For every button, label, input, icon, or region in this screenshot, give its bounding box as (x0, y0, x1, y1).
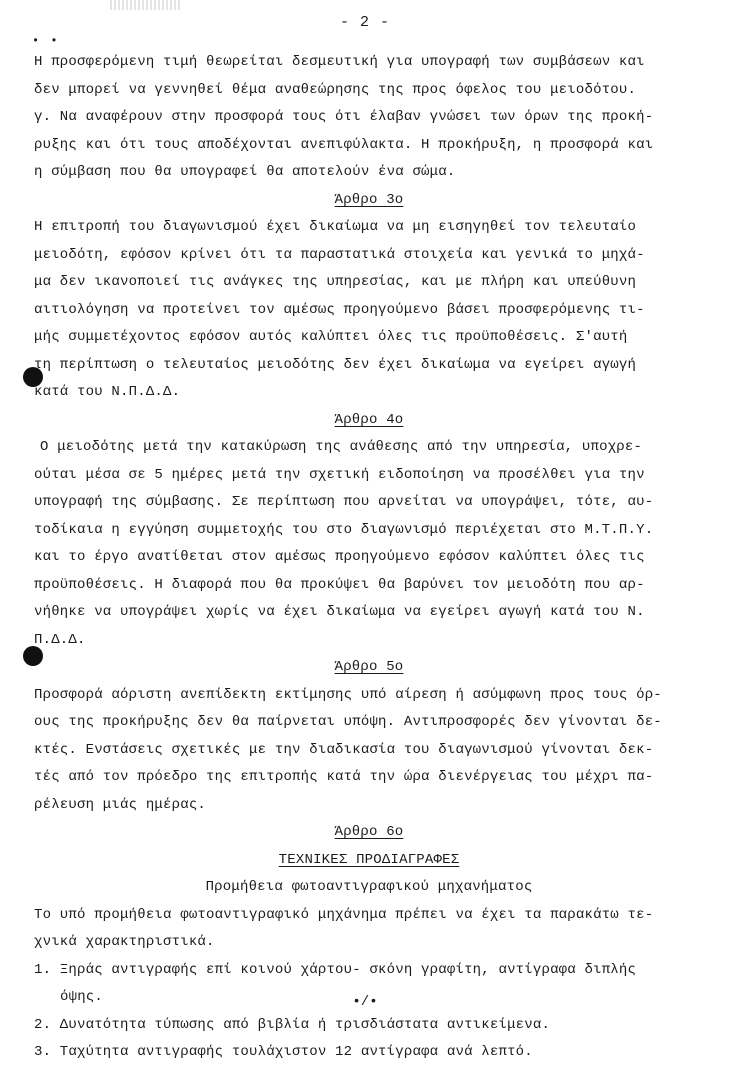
text-line: τοδίκαια η εγγύηση συμμετοχής του στο διαγωνισμό περιέχεται στο Μ.Τ.Π.Υ. (34, 521, 654, 538)
text-line: Προσφορά αόριστη ανεπίδεκτη εκτίμησης υπό αίρεση ή ασύμφωνη προς τους όρ- (34, 686, 662, 703)
text-line: μειοδότη, εφόσον κρίνει ότι τα παραστατικά στοιχεία και γενικά το μηχά- (34, 246, 645, 263)
text-line: χνικά χαρακτηριστικά. (34, 934, 215, 950)
text-line: Π.Δ.Δ. (34, 631, 86, 648)
list-item-line: όψης. (60, 989, 104, 1005)
text-line: δεν μπορεί να γεννηθεί θέμα αναθεώρησης της προς όφελος του μειοδότου. (34, 81, 637, 98)
text-line: νήθηκε να υπογράψει χωρίς να έχει δικαίωμα να εγείρει αγωγή κατά του Ν. (34, 604, 645, 620)
text-line: Η επιτροπή του διαγωνισμού έχει δικαίωμα να μη εισηγηθεί τον τελευταίο (34, 219, 637, 235)
text-line: τές από τον πρόεδρο της επιτροπής κατά την ώρα διενέργειας του μέχρι πα- (34, 769, 654, 785)
text-line: ρέλευση μιάς ημέρας. (34, 796, 207, 813)
text-line: προϋποθέσεις. Η διαφορά που θα προκύψει θα βαρύνει τον μειοδότη που αρ- (34, 576, 645, 593)
list-item-line: 3. Ταχύτητα αντιγραφής τουλάχιστον 12 αντίγραφα ανά λεπτό. (34, 1044, 533, 1060)
text-line: τη περίπτωση ο τελευταίος μειοδότης δεν έχει δικαίωμα να εγείρει αγωγή (34, 356, 637, 373)
article-heading: Άρθρο 4ο (334, 411, 404, 428)
text-line: γ. Να αναφέρουν στην προσφορά τους ότι έλαβαν γνώσει των όρων της προκή- (34, 109, 654, 125)
text-line: υπογραφή της σύμβασης. Σε περίπτωση που αρνείται να υπογράψει, τότε, αυ- (34, 494, 654, 510)
section-subtitle: Προμήθεια φωτοαντιγραφικού μηχανήματος (205, 879, 533, 895)
text-line: ούται μέσα σε 5 ημέρες μετά την σχετική ειδοποίηση να προσέλθει για την (34, 466, 645, 483)
text-line: κατά του Ν.Π.Δ.Δ. (34, 384, 181, 400)
article-heading: Άρθρο 3ο (334, 191, 404, 208)
article-heading: Άρθρο 5ο (334, 659, 404, 675)
text-line: η σύμβαση που θα υπογραφεί θα αποτελούν ένα σώμα. (34, 164, 456, 180)
document-body (34, 49, 704, 1067)
text-line: και το έργο ανατίθεται στον αμέσως προηγούμενο εφόσον καλύπτει όλες τις (34, 549, 645, 565)
list-item-line: 2. Δυνατότητα τύπωσης από βιβλία ή τρισδιάστατα αντικείμενα. (34, 1016, 551, 1033)
page-number: - 2 - (339, 14, 390, 31)
list-item-line: 1. Ξηράς αντιγραφής επί κοινού χάρτου- σκόνη γραφίτη, αντίγραφα διπλής (34, 961, 637, 978)
text-line: Ο μειοδότης μετά την κατακύρωση της ανάθεσης από την υπηρεσία, υποχρε- (40, 439, 643, 455)
corner-mark: • • (32, 34, 60, 48)
text-line: ους της προκήρυξης δεν θα παίρνεται υπόψη. Αντιπροσφορές δεν γίνονται δε- (34, 714, 662, 730)
scan-smudge (110, 0, 180, 10)
text-line: κτές. Ενστάσεις σχετικές με την διαδικασία του διαγωνισμού γίνονται δεκ- (34, 741, 654, 758)
text-line: Η προσφερόμενη τιμή θεωρείται δεσμευτική για υπογραφή των συμβάσεων και (34, 54, 645, 70)
text-line: μα δεν ικανοποιεί τις ανάγκες της υπηρεσίας, και με πλήρη και υπεύθυνη (34, 274, 637, 290)
text-line: μής συμμετέχοντος εφόσον αυτός καλύπτει όλες τις προϋποθέσεις. Σ'αυτή (34, 329, 628, 345)
text-line: ρυξης και ότι τους αποδέχονται ανεπιφύλακτα. Η προκήρυξη, η προσφορά και (34, 136, 654, 153)
continuation-mark: •/• (352, 994, 378, 1010)
text-line: Το υπό προμήθεια φωτοαντιγραφικό μηχάνημα πρέπει να έχει τα παρακάτω τε- (34, 906, 654, 923)
article-heading: ΤΕΧΝΙΚΕΣ ΠΡΟΔΙΑΓΡΑΦΕΣ (278, 851, 460, 868)
article-heading: Άρθρο 6ο (334, 824, 404, 840)
text-line: αιτιολόγηση να προτείνει τον αμέσως προηγούμενο βάσει προσφερόμενης τι- (34, 301, 645, 318)
